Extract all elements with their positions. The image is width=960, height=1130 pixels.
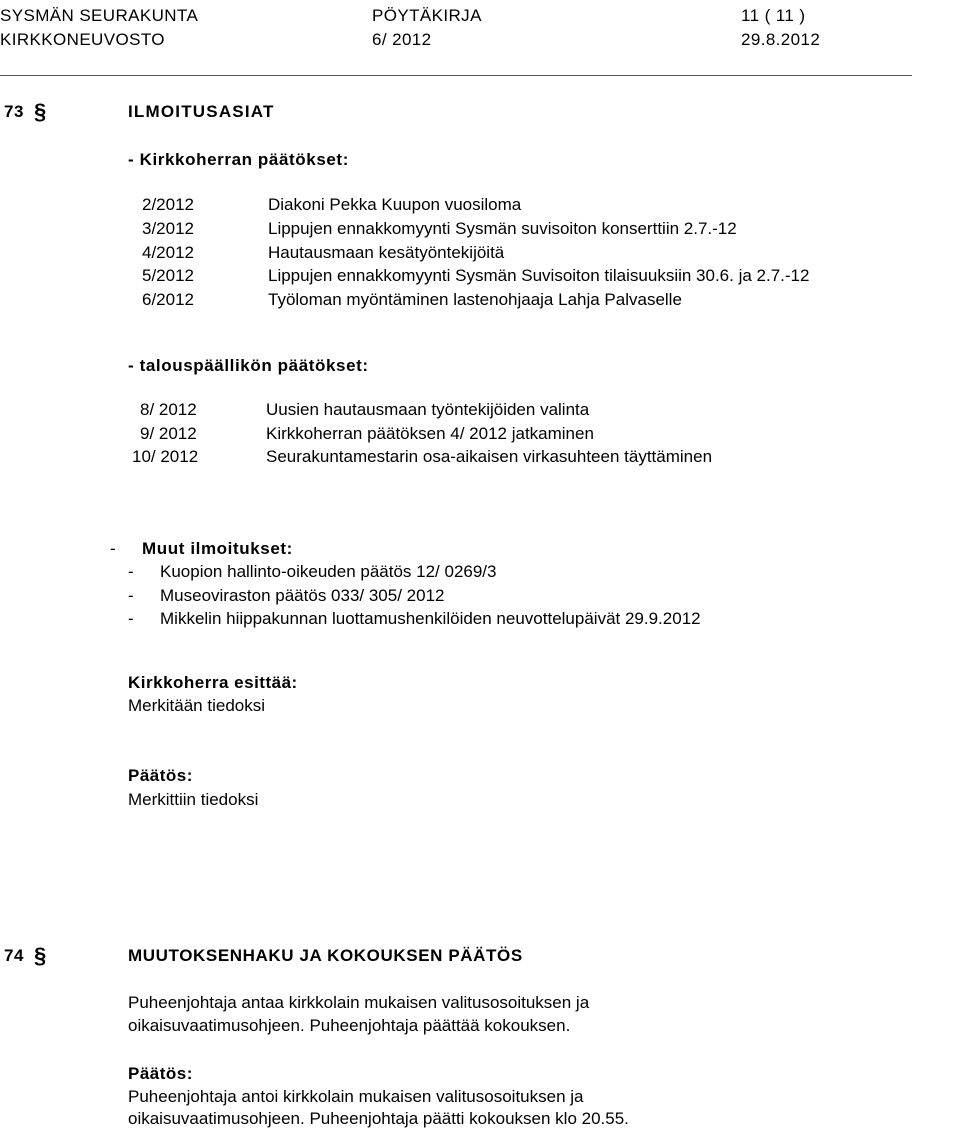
decision-label: Päätös:: [128, 1064, 193, 1083]
decision-text: Hautausmaan kesätyöntekijöitä: [268, 243, 505, 262]
paragraph-line: oikaisuvaatimusohjeen. Puheenjohtaja päättää kokouksen.: [128, 1016, 571, 1035]
bullet-dash: -: [128, 586, 134, 605]
notice-text: Mikkelin hiippakunnan luottamushenkilöiden neuvottelupäivät 29.9.2012: [160, 609, 701, 628]
header-rule: [0, 75, 912, 76]
header-meeting-number: 6/ 2012: [372, 30, 432, 49]
decision-text: Uusien hautausmaan työntekijöiden valinta: [266, 400, 590, 419]
decision-line: oikaisuvaatimusohjeen. Puheenjohtaja päätti kokouksen klo 20.55.: [128, 1109, 629, 1128]
section-74-title: MUUTOKSENHAKU JA KOKOUKSEN PÄÄTÖS: [128, 946, 523, 965]
section-74-number: 74: [4, 946, 24, 965]
vicar-decisions-heading: - Kirkkoherran päätökset:: [128, 150, 349, 169]
proposal-label: Kirkkoherra esittää:: [128, 673, 298, 692]
decision-number: 4/2012: [142, 243, 194, 262]
decision-label: Päätös:: [128, 766, 193, 785]
header-date: 29.8.2012: [741, 30, 821, 49]
section-73-title: ILMOITUSASIAT: [128, 102, 275, 121]
decision-number: 9/ 2012: [140, 424, 197, 443]
section-73-number: 73: [4, 102, 24, 121]
decision-text: Kirkkoherran päätöksen 4/ 2012 jatkaminen: [266, 424, 594, 443]
header-doc-type: PÖYTÄKIRJA: [372, 6, 482, 25]
notice-text: Kuopion hallinto-oikeuden päätös 12/ 0269/3: [160, 562, 497, 581]
decision-number: 5/2012: [142, 266, 194, 285]
decision-number: 8/ 2012: [140, 400, 197, 419]
paragraph-line: Puheenjohtaja antaa kirkkolain mukaisen valitusosoituksen ja: [128, 993, 590, 1012]
decision-number: 10/ 2012: [132, 447, 199, 466]
header-page-number: 11 ( 11 ): [741, 6, 806, 25]
other-notices-heading: Muut ilmoitukset:: [142, 539, 293, 558]
decision-text: Diakoni Pekka Kuupon vuosiloma: [268, 195, 522, 214]
decision-text: Työloman myöntäminen lastenohjaaja Lahja Palvaselle: [268, 290, 682, 309]
decision-number: 2/2012: [142, 195, 194, 214]
decision-number: 3/2012: [142, 219, 194, 238]
decision-text: Lippujen ennakkomyynti Sysmän suvisoiton konserttiin 2.7.-12: [268, 219, 737, 238]
notice-text: Museoviraston päätös 033/ 305/ 2012: [160, 586, 445, 605]
header-body: KIRKKONEUVOSTO: [0, 30, 165, 49]
decision-text: Lippujen ennakkomyynti Sysmän Suvisoiton tilaisuuksiin 30.6. ja 2.7.-12: [268, 266, 810, 285]
bullet-dash: -: [128, 609, 134, 628]
bullet-dash: -: [128, 562, 134, 581]
proposal-text: Merkitään tiedoksi: [128, 696, 266, 715]
header-org: SYSMÄN SEURAKUNTA: [0, 6, 199, 25]
other-notices-dash: -: [110, 539, 116, 558]
finance-decisions-heading: - talouspäällikön päätökset:: [128, 356, 369, 375]
section-73-paragraph-mark: §: [34, 99, 47, 124]
decision-number: 6/2012: [142, 290, 194, 309]
decision-text: Merkittiin tiedoksi: [128, 790, 259, 809]
decision-line: Puheenjohtaja antoi kirkkolain mukaisen valitusosoituksen ja: [128, 1087, 584, 1106]
section-74-paragraph-mark: §: [34, 943, 47, 968]
decision-text: Seurakuntamestarin osa-aikaisen virkasuhteen täyttäminen: [266, 447, 713, 466]
